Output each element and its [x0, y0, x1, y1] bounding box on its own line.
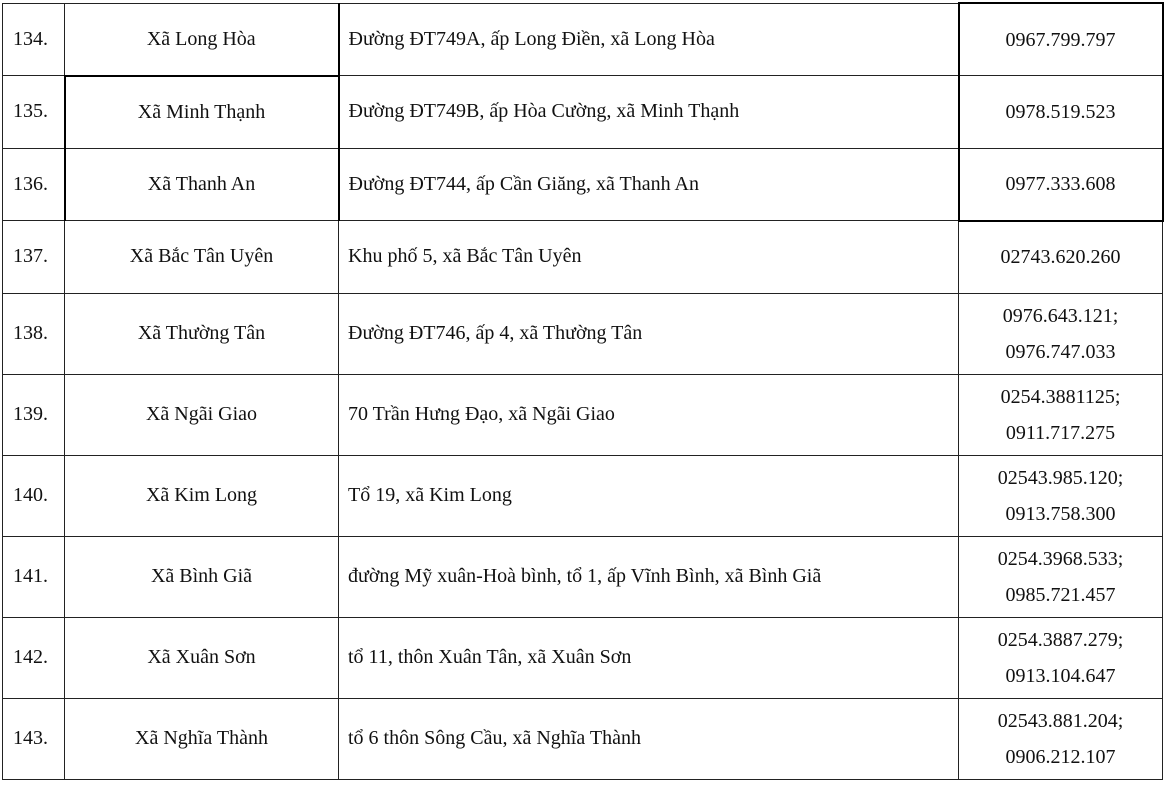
table-row	[3, 3, 1163, 76]
commune-address: Đường ĐT749A, ấp Long Điền, xã Long Hòa	[339, 3, 959, 76]
phone-cell	[959, 455, 1163, 536]
commune-name: Xã Kim Long	[65, 455, 339, 536]
phone-cell	[959, 3, 1163, 76]
commune-address: Tổ 19, xã Kim Long	[339, 455, 959, 536]
commune-name: Xã Bắc Tân Uyên	[65, 221, 339, 294]
phone-cell	[959, 374, 1163, 455]
row-number: 134.	[3, 3, 65, 76]
phone-number: 02543.881.204;	[997, 709, 1124, 732]
row-number: 138.	[3, 293, 65, 374]
phone-number: 0913.758.300	[1005, 502, 1116, 525]
phone-cell	[959, 293, 1163, 374]
table-row	[3, 76, 1163, 149]
table-row	[3, 374, 1163, 455]
phone-number: 02743.620.260	[1000, 246, 1121, 268]
phone-number: 02543.985.120;	[997, 466, 1124, 489]
commune-name: Xã Ngãi Giao	[65, 374, 339, 455]
row-number: 135.	[3, 76, 65, 149]
phone-number: 0985.721.457	[1005, 583, 1116, 606]
phone-number: 0906.212.107	[1005, 745, 1116, 768]
commune-name: Xã Thường Tân	[65, 293, 339, 374]
phone-number: 0254.3968.533;	[997, 547, 1124, 570]
commune-address: tổ 11, thôn Xuân Tân, xã Xuân Sơn	[339, 617, 959, 698]
commune-address: Đường ĐT749B, ấp Hòa Cường, xã Minh Thạnh	[339, 76, 959, 149]
row-number: 143.	[3, 698, 65, 779]
table-row	[3, 617, 1163, 698]
commune-name: Xã Xuân Sơn	[65, 617, 339, 698]
phone-cell	[959, 221, 1163, 294]
row-number: 141.	[3, 536, 65, 617]
commune-address: Khu phố 5, xã Bắc Tân Uyên	[339, 221, 959, 294]
commune-address: tổ 6 thôn Sông Cầu, xã Nghĩa Thành	[339, 698, 959, 779]
row-number: 136.	[3, 148, 65, 221]
phone-cell	[959, 76, 1163, 149]
phone-number: 0977.333.608	[1005, 173, 1116, 195]
phone-number: 0254.3881125;	[1000, 385, 1121, 408]
table-row	[3, 698, 1163, 779]
phone-cell	[959, 148, 1163, 221]
commune-name: Xã Thanh An	[65, 148, 339, 221]
phone-number: 0254.3887.279;	[997, 628, 1124, 651]
commune-address: 70 Trần Hưng Đạo, xã Ngãi Giao	[339, 374, 959, 455]
table-row	[3, 536, 1163, 617]
commune-address: đường Mỹ xuân-Hoà bình, tổ 1, ấp Vĩnh Bình, xã Bình Giã	[339, 536, 959, 617]
table-row	[3, 455, 1163, 536]
commune-address: Đường ĐT744, ấp Cần Giăng, xã Thanh An	[339, 148, 959, 221]
commune-contact-table	[2, 2, 1164, 780]
commune-name: Xã Nghĩa Thành	[65, 698, 339, 779]
row-number: 140.	[3, 455, 65, 536]
phone-number: 0976.747.033	[1005, 340, 1116, 363]
phone-number: 0967.799.797	[1005, 28, 1116, 51]
row-number: 142.	[3, 617, 65, 698]
commune-name: Xã Minh Thạnh	[65, 76, 339, 149]
phone-cell	[959, 698, 1163, 779]
phone-cell	[959, 536, 1163, 617]
commune-name: Xã Long Hòa	[65, 3, 339, 76]
row-number: 137.	[3, 221, 65, 294]
row-number: 139.	[3, 374, 65, 455]
phone-number: 0976.643.121;	[1002, 304, 1119, 327]
phone-cell	[959, 617, 1163, 698]
table-row	[3, 221, 1163, 294]
phone-number: 0911.717.275	[1005, 421, 1116, 444]
phone-number: 0978.519.523	[1005, 100, 1116, 123]
commune-address: Đường ĐT746, ấp 4, xã Thường Tân	[339, 293, 959, 374]
table-row	[3, 293, 1163, 374]
phone-number: 0913.104.647	[1005, 664, 1116, 687]
table-row	[3, 148, 1163, 221]
commune-name: Xã Bình Giã	[65, 536, 339, 617]
